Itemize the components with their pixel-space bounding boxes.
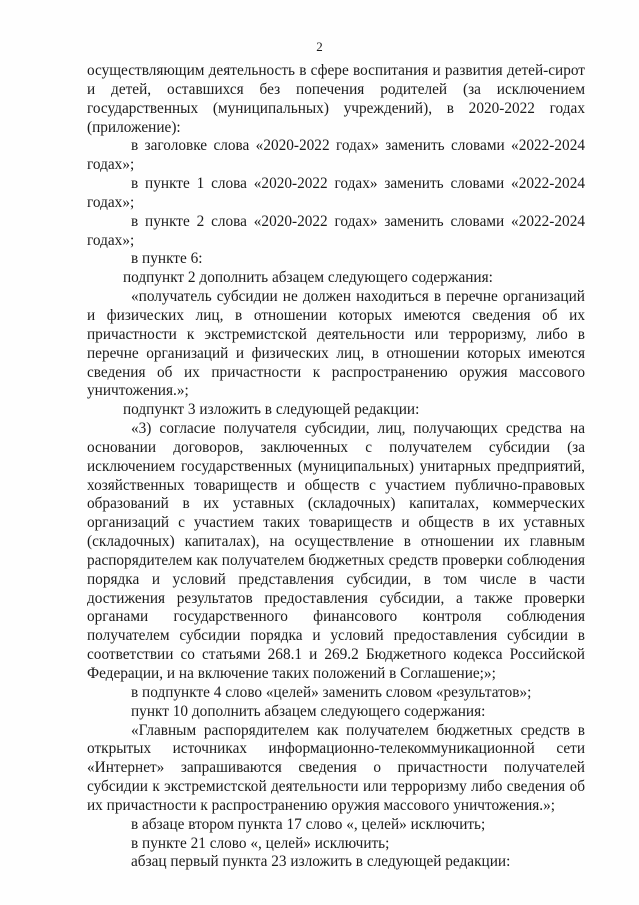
paragraph: в пункте 1 слова «2020-2022 годах» заменить словами «2022-2024 годах»;	[87, 175, 585, 211]
paragraph: осуществляющим деятельность в сфере воспитания и развития детей-сирот и детей, оставшихся без попечения родителей (за исключением государственных (муниципальных) учреждений), в 2020-2022 годах (приложение):	[87, 62, 585, 136]
document-body	[87, 62, 585, 872]
paragraph: абзац первый пункта 23 изложить в следующей редакции:	[131, 853, 511, 871]
paragraph: «Главным распорядителем как получателем бюджетных средств в открытых источниках информационно-телекоммуникационной сети «Интернет» запрашиваются сведения о причастности получателей субсидии к экстремистской деятельности или терроризму либо сведения об их причастности к распространению оружия массового уничтожения.»;	[87, 721, 585, 814]
paragraph: «получатель субсидии не должен находиться в перечне организаций и физических лиц, в отношении которых имеются сведения об их причастности к экстремистской деятельности или терроризму, либо в перечне организаций и физических лиц, в отношении которых имеются сведения об их причастности к распространению оружия массового уничтожения.»;	[87, 288, 585, 400]
paragraph: в заголовке слова «2020-2022 годах» заменить словами «2022-2024 годах»;	[87, 137, 585, 174]
page-number: 2	[316, 39, 323, 54]
paragraph: в пункте 21 слово «, целей» исключить;	[131, 834, 390, 852]
paragraph: в пункте 6:	[131, 250, 203, 268]
paragraph: в подпункте 4 слово «целей» заменить словом «результатов»;	[131, 683, 532, 701]
paragraph: в пункте 2 слова «2020-2022 годах» заменить словами «2022-2024 годах»;	[87, 212, 585, 249]
paragraph: пункт 10 дополнить абзацем следующего содержания:	[131, 702, 486, 720]
paragraph: подпункт 3 изложить в следующей редакции:	[123, 401, 420, 419]
paragraph: подпункт 2 дополнить абзацем следующего содержания:	[123, 269, 493, 287]
paragraph: «3) согласие получателя субсидии, лиц, получающих средства на основании договоров, заключенных с получателем субсидии (за исключением государственных (муниципальных) унитарных предприятий, хозяйственных товариществ и обществ с участием публично-правовых образований в их уставных (складочных) капиталах, коммерческих организаций с участием таких товариществ и обществ в их уставных (складочных) капиталах), на осуществление в отношении их главным распорядителем как получателем бюджетных средств проверки соблюдения порядка и условий представления субсидии, в том числе в части достижения результатов предоставления субсидии, а также проверки органами государственного финансового контроля соблюдения получателем субсидии порядка и условий предоставления субсидии в соответствии со статьями 268.1 и 269.2 Бюджетного кодекса Российской Федерации, и на включение таких положений в Соглашение;»;	[87, 420, 585, 682]
paragraph: в абзаце втором пункта 17 слово «, целей» исключить;	[131, 815, 486, 833]
